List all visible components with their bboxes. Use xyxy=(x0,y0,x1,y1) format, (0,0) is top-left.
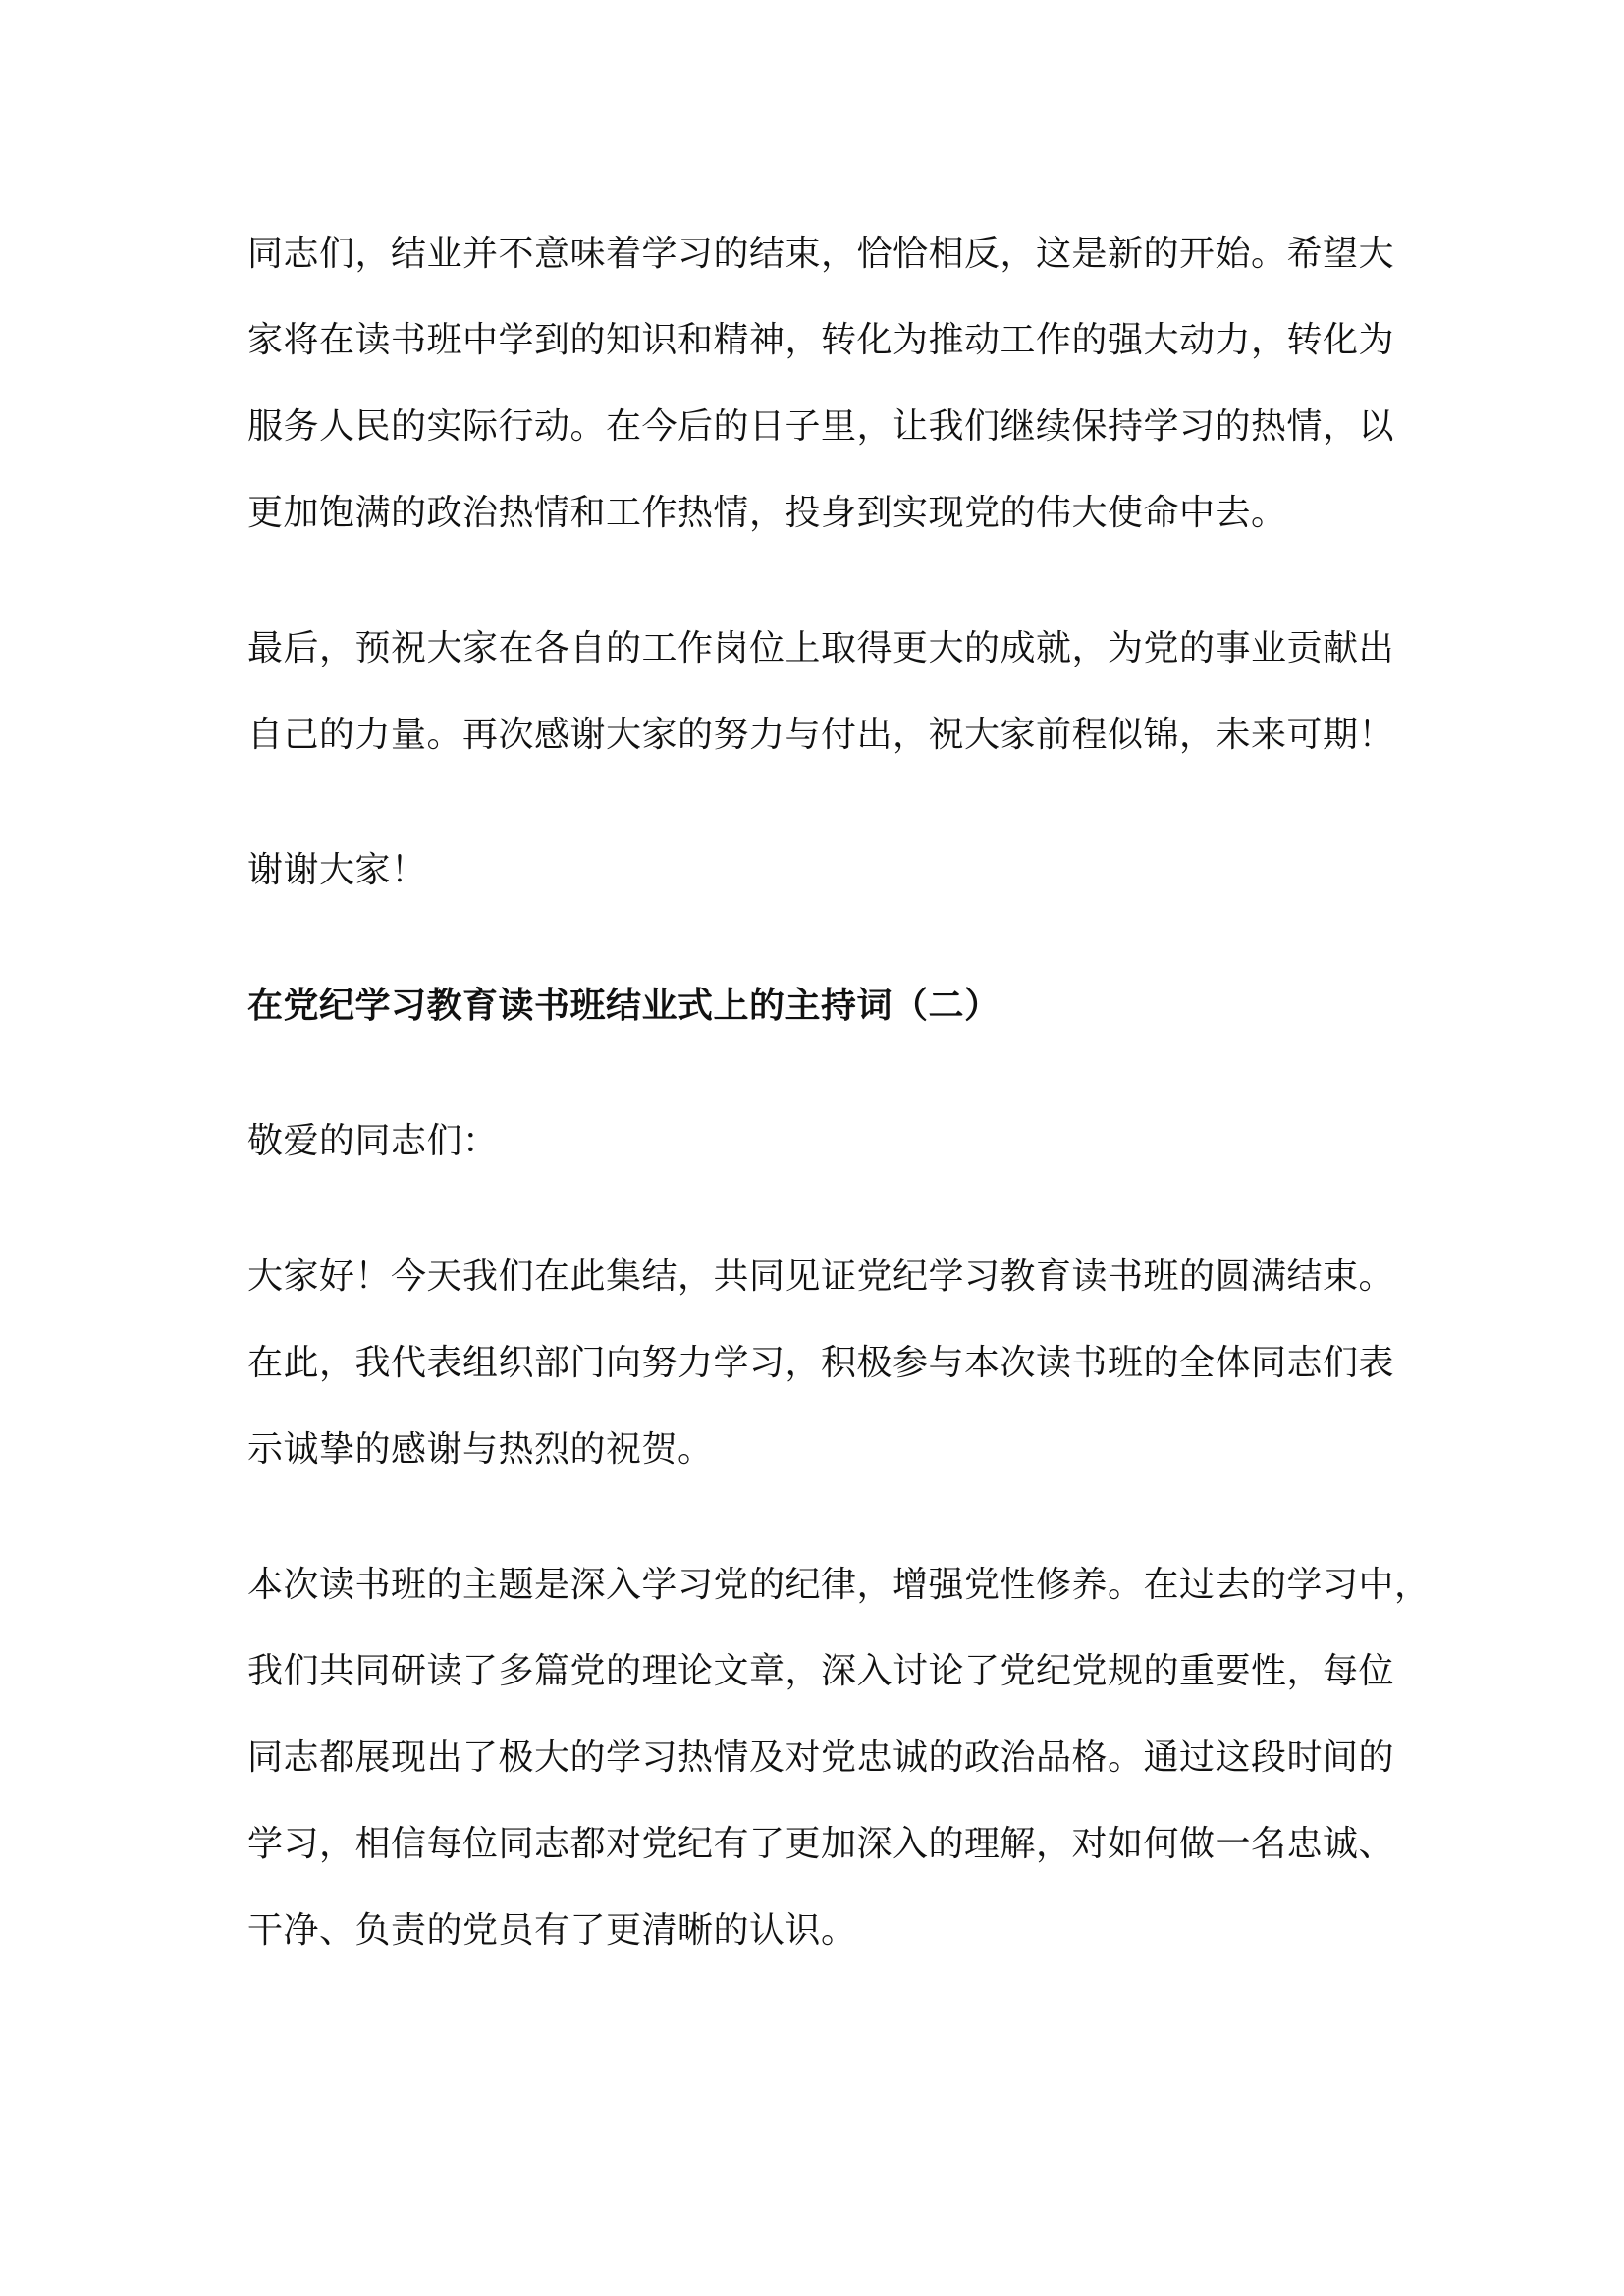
paragraph-line: 在此，我代表组织部门向努力学习，积极参与本次读书班的全体同志们表 xyxy=(247,1343,1395,1383)
paragraph-line: 自己的力量。再次感谢大家的努力与付出，祝大家前程似锦，未来可期！ xyxy=(247,715,1395,755)
paragraph-line: 同志们，结业并不意味着学习的结束，恰恰相反，这是新的开始。希望大 xyxy=(247,234,1395,274)
paragraph-line: 我们共同研读了多篇党的理论文章，深入讨论了党纪党规的重要性，每位 xyxy=(247,1651,1395,1691)
paragraph-line: 最后，预祝大家在各自的工作岗位上取得更大的成就，为党的事业贡献出 xyxy=(247,628,1395,668)
paragraph-line: 干净、负责的党员有了更清晰的认识。 xyxy=(247,1910,857,1950)
paragraph-line: 本次读书班的主题是深入学习党的纪律，增强党性修养。在过去的学习中， xyxy=(247,1565,1431,1605)
paragraph-line: 大家好！今天我们在此集结，共同见证党纪学习教育读书班的圆满结束。 xyxy=(247,1256,1395,1297)
paragraph-line: 家将在读书班中学到的知识和精神，转化为推动工作的强大动力，转化为 xyxy=(247,320,1395,360)
paragraph-line: 更加饱满的政治热情和工作热情，投身到实现党的伟大使命中去。 xyxy=(247,493,1287,533)
paragraph-line: 同志都展现出了极大的学习热情及对党忠诚的政治品格。通过这段时间的 xyxy=(247,1737,1395,1778)
salutation-text: 敬爱的同志们： xyxy=(247,1121,499,1161)
section-title-text: 在党纪学习教育读书班结业式上的主持词（二） xyxy=(247,986,1001,1026)
paragraph-line: 谢谢大家！ xyxy=(247,850,427,890)
paragraph-line: 示诚挚的感谢与热烈的祝贺。 xyxy=(247,1429,714,1469)
paragraph-line: 学习，相信每位同志都对党纪有了更加深入的理解，对如何做一名忠诚、 xyxy=(247,1824,1395,1864)
paragraph-line: 服务人民的实际行动。在今后的日子里，让我们继续保持学习的热情，以 xyxy=(247,406,1395,447)
